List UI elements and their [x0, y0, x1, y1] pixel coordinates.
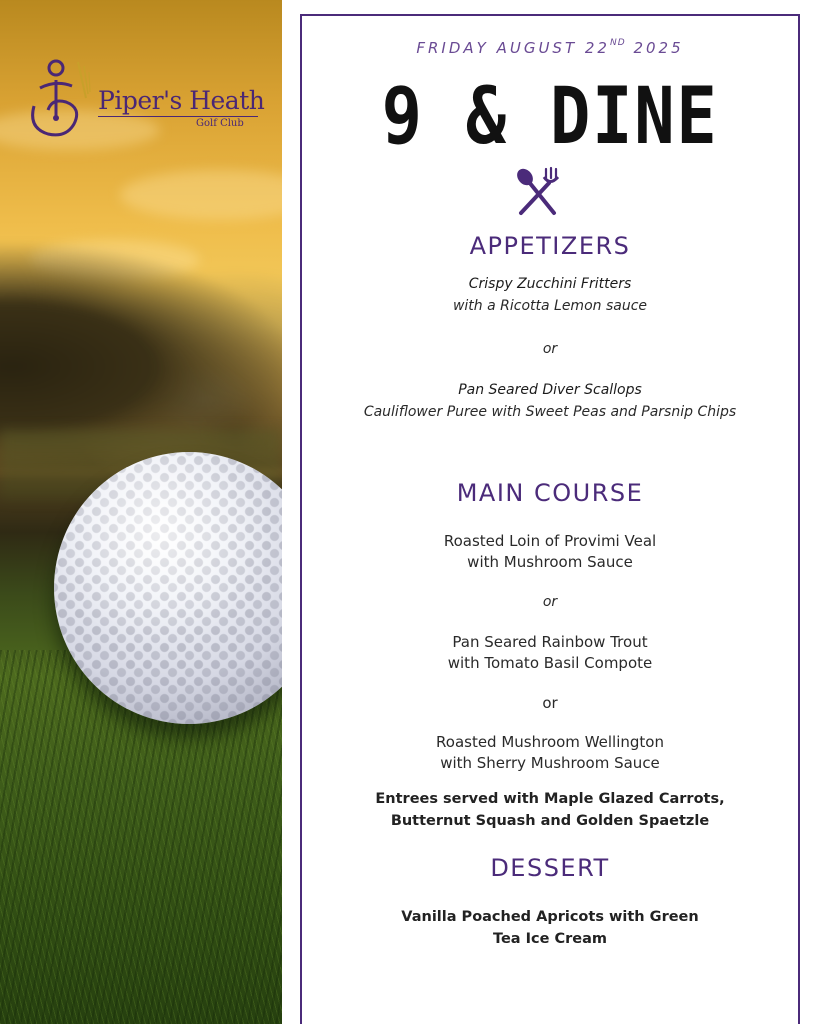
main-item-1-line-2: with Mushroom Sauce	[467, 553, 633, 571]
golf-ball-sunset-photo	[0, 0, 282, 1024]
menu-card	[300, 14, 800, 1024]
main-or-2: or	[542, 694, 558, 712]
fork-and-spoon-icon	[512, 166, 562, 218]
entrees-note-line-1: Entrees served with Maple Glazed Carrots,	[375, 791, 725, 807]
main-item-3-line-1: Roasted Mushroom Wellington	[436, 733, 664, 751]
main-item-3-line-2: with Sherry Mushroom Sauce	[440, 754, 660, 772]
date-ordinal: ND	[609, 38, 626, 48]
dessert-heading: DESSERT	[490, 854, 610, 882]
club-logo	[26, 58, 266, 148]
club-name: Piper's Heath	[98, 86, 265, 115]
main-course-heading: MAIN COURSE	[456, 479, 644, 507]
dessert-item-line-2: Tea Ice Cream	[492, 931, 608, 947]
event-date	[302, 38, 798, 57]
main-item-2-line-1: Pan Seared Rainbow Trout	[452, 633, 648, 651]
entrees-note-line-2: Butternut Squash and Golden Spaetzle	[390, 813, 710, 829]
appetizer-item-1-name: Crispy Zucchini Fritters	[468, 276, 632, 292]
appetizer-or: or	[542, 341, 558, 357]
appetizers-heading: APPETIZERS	[469, 232, 631, 260]
club-subtitle: Golf Club	[196, 118, 244, 129]
cloud-shape	[120, 170, 282, 220]
main-item-2-line-2: with Tomato Basil Compote	[447, 654, 653, 672]
golfer-logo-icon	[26, 58, 98, 144]
appetizer-item-1-desc: with a Ricotta Lemon sauce	[452, 298, 648, 314]
logo-rule	[98, 116, 258, 117]
event-title: 9 & DINE	[381, 72, 719, 162]
date-year: 2025	[633, 39, 684, 57]
main-item-1-line-1: Roasted Loin of Provimi Veal	[443, 532, 657, 550]
appetizer-item-2-desc: Cauliflower Puree with Sweet Peas and Parsnip Chips	[363, 404, 737, 420]
main-or-1: or	[542, 594, 558, 610]
dessert-item-line-1: Vanilla Poached Apricots with Green	[401, 909, 699, 925]
date-text: FRIDAY AUGUST 22	[416, 39, 610, 57]
appetizer-item-2-name: Pan Seared Diver Scallops	[458, 382, 642, 398]
